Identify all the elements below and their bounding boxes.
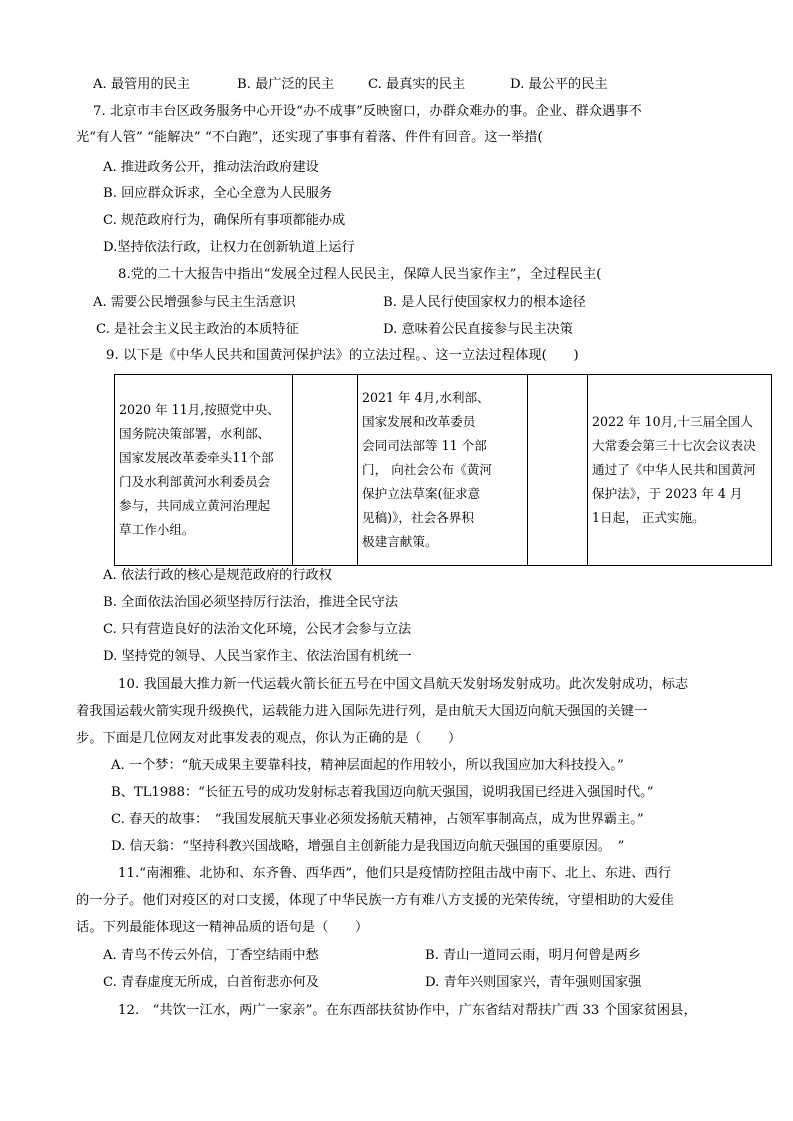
q8-option-d: D. 意味着公民直接参与民主决策 [383,322,573,337]
q11-stem-line3: 话。下列最能体现这一精神品质的语句是（ ） [76,920,369,935]
q6-option-a: A. 最管用的民主 [93,77,191,92]
q9-stem: 9. 以下是《中华人民共和国黄河保护法》的立法过程。、这一立法过程体现( ) [106,348,579,363]
q11-stem-line1: 11.“南湘雅、北协和、东齐鲁、西华西”，他们只是疫情防控阻击战中南下、北上、东进、西行 [118,866,672,881]
q8-option-c: C. 是社会主义民主政治的本质特征 [96,322,299,337]
q6-option-b: B. 最广泛的民主 [237,77,335,92]
q11-stem-line2: 的一分子。他们对疫区的对口支援，体现了中华民族一方有难八方支援的光荣传统，守望相助的大爱佳 [76,893,674,908]
q12-stem-line1: 12. “共饮一江水，两广一家亲”。在东西部扶贫协作中，广东省结对帮扶广西 33 个国家贫困县， [118,1003,697,1018]
q9-option-a: A. 依法行政的核心是规范政府的行政权 [103,568,332,583]
table-cell-2021: 2021 年 4月,水利部、 国家发展和改革委员 会同司法部等 11 个部 门， 向社会公布《黄河 保护立法草案(征求意 见稿)》，社会各界积 极建言献策。 [358,375,528,566]
q10-option-b: B、TL1988：“长征五号的成功发射标志着我国迈向航天强国，说明我国已经进入强国时代。” [111,785,654,800]
q7-stem-line2: 光“有人管” “能解决” “不白跑”，还实现了事事有着落、件件有回音。这一举措( [76,130,543,145]
q7-option-a: A. 推进政务公开，推动法治政府建设 [103,160,319,175]
q8-stem: 8.党的二十大报告中指出“发展全过程人民民主，保障人民当家作主”，全过程民主( [118,267,602,282]
q11-option-c: C. 青春虚度无所成，白首衔悲亦何及 [103,975,319,990]
table-cell-arrow-1 [293,375,358,566]
q8-option-a: A. 需要公民增强参与民主生活意识 [93,295,296,310]
q9-option-d: D. 坚持党的领导、人民当家作主、依法治国有机统一 [103,649,412,664]
table-cell-2020: 2020 年 11月,按照党中央、 国务院决策部署，水利部、 国家发展改革委牵头11个部 门及水利部黄河水利委员会 参与，共同成立黄河治理起 草工作小组。 [115,375,293,566]
q10-option-d: D. 信天翁：“坚持科教兴国战略，增强自主创新能力是我国迈向航天强国的重要原因。 ” [111,839,625,854]
table-row [115,375,772,566]
q9-legislation-table [114,374,772,566]
q8-option-b: B. 是人民行使国家权力的根本途径 [383,295,586,310]
table-cell-2022: 2022 年 10月,十三届全国人 大常委会第三十七次会议表决 通过了《中华人民共和国黄河 保护法》，于 2023 年 4 月 1日起， 正式实施。 [588,375,772,566]
q7-stem-line1: 7. 北京市丰台区政务服务中心开设“办不成事”反映窗口，办群众难办的事。企业、群众遇事不 [93,104,642,119]
q11-option-b: B. 青山一道同云雨，明月何曾是两乡 [425,948,641,963]
q7-option-d: D.坚持依法行政，让权力在创新轨道上运行 [103,240,355,255]
q10-stem-line1: 10. 我国最大推力新一代运载火箭长征五号在中国文昌航天发射场发射成功。此次发射成功，标志 [118,677,689,692]
q10-option-a: A. 一个梦：“航天成果主要靠科技，精神层面起的作用较小，所以我国应加大科技投入。” [111,758,624,773]
q9-option-c: C. 只有营造良好的法治文化环境，公民才会参与立法 [103,622,412,637]
q7-option-c: C. 规范政府行为，确保所有事项都能办成 [103,213,346,228]
table-cell-arrow-2 [528,375,588,566]
q7-option-b: B. 回应群众诉求，全心全意为人民服务 [103,186,333,201]
q6-option-d: D. 最公平的民主 [510,77,608,92]
q11-option-a: A. 青鸟不传云外信，丁香空结雨中愁 [103,948,319,963]
q11-option-d: D. 青年兴则国家兴，青年强则国家强 [425,975,642,990]
q10-stem-line2: 着我国运载火箭实现升级换代，运载能力进入国际先进行列，是由航天大国迈向航天强国的关键一 [76,704,648,719]
q9-option-b: B. 全面依法治国必须坚持厉行法治，推进全民守法 [103,595,399,610]
q10-option-c: C. 春天的故事： “我国发展航天事业必须发扬航天精神，占领军事制高点，成为世界霸主。” [111,812,644,827]
q6-option-c: C. 最真实的民主 [368,77,466,92]
q10-stem-line3: 步。下面是几位网友对此事发表的观点，你认为正确的是（ ） [76,731,462,746]
